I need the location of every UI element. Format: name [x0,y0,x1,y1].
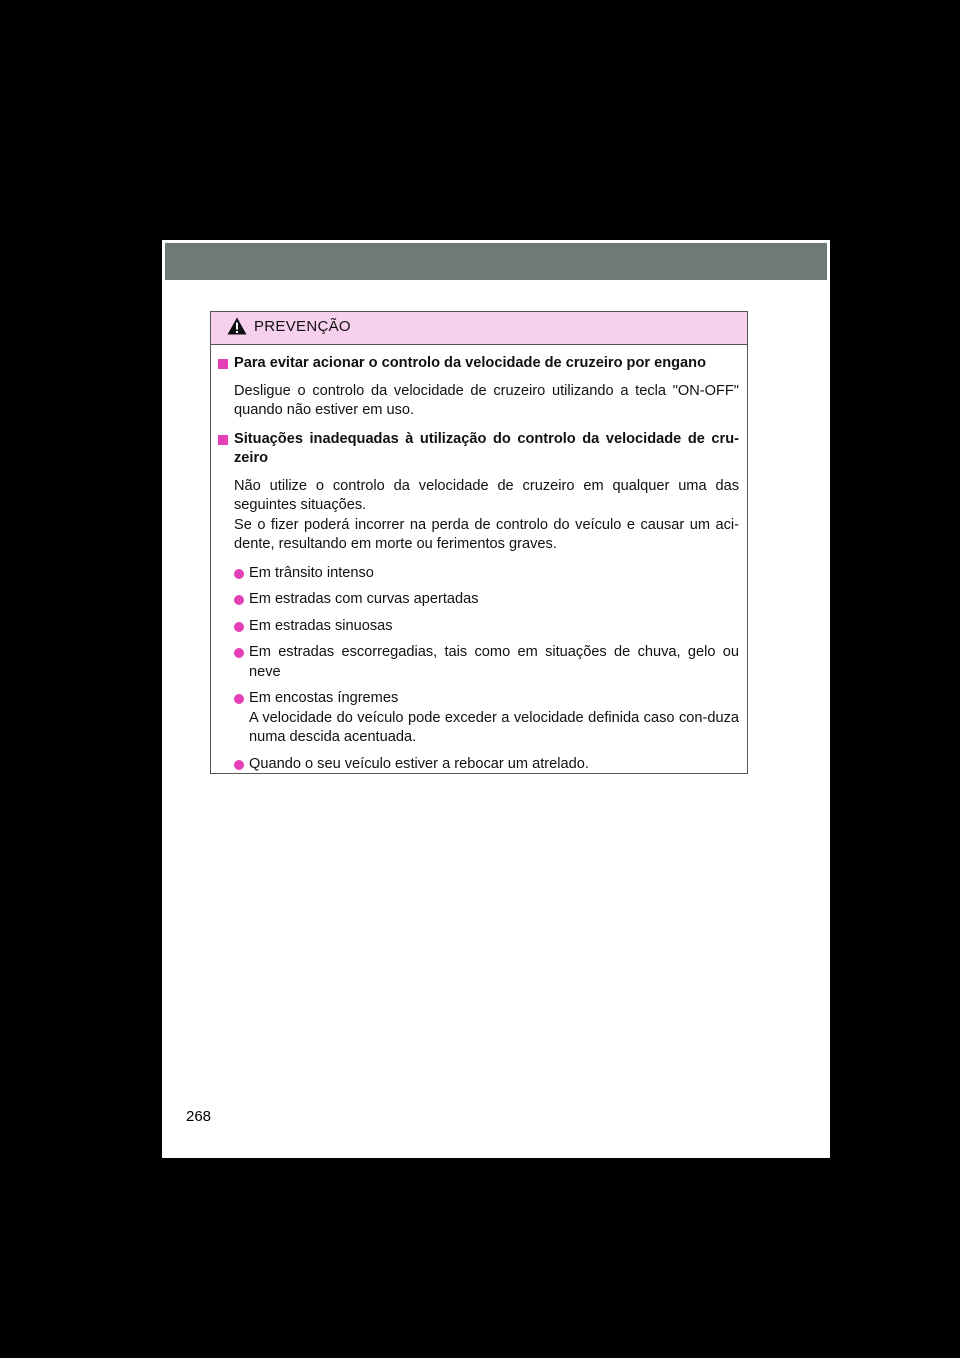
list-item-text: Quando o seu veículo estiver a rebocar um atrelado. [249,755,589,772]
dot-bullet-icon [234,648,244,658]
dot-bullet-icon [234,622,244,632]
warning-box [210,311,748,774]
section-heading-text: Situações inadequadas à utilização do controlo da velocidade de cru-zeiro [234,430,739,466]
section-heading [217,354,739,374]
dot-bullet-icon [234,569,244,579]
square-bullet-icon [218,359,228,369]
list-item [217,564,739,584]
warning-title: PREVENÇÃO [254,318,351,335]
dot-bullet-icon [234,595,244,605]
dot-bullet-icon [234,760,244,770]
paragraph [217,477,739,555]
paragraph-line: Não utilize o controlo da velocidade de cruzeiro em qualquer uma das seguintes situações. [234,477,739,513]
paragraph: Desligue o controlo da velocidade de cruzeiro utilizando a tecla "ON-OFF" quando não estiver em uso. [234,382,739,418]
section-heading-text: Para evitar acionar o controlo da velocidade de cruzeiro por engano [234,355,706,371]
list-item-text: Em encostas íngremes [249,690,399,706]
square-bullet-icon [218,435,228,445]
dot-bullet-icon [234,694,244,704]
list-item-text: A velocidade do veículo pode exceder a velocidade definida caso con-duza numa descida acentuada. [249,709,739,745]
warning-title-bar [211,312,747,345]
warning-triangle-icon [227,317,247,335]
list-item [217,643,739,682]
section-heading [217,430,739,469]
list-item [217,590,739,610]
warning-body [211,345,747,774]
manual-page [162,240,830,1158]
list-item [217,689,739,748]
list-item-text: Em estradas sinuosas [249,617,393,634]
list-item-text: Em estradas com curvas apertadas [249,591,479,607]
list-item [217,755,739,775]
paragraph-line: Se o fizer poderá incorrer na perda de controlo do veículo e causar um aci-dente, resultando em morte ou ferimentos graves. [234,516,739,552]
list-item [217,617,739,637]
page-header-bar [165,243,827,280]
list-item-text: Em estradas escorregadias, tais como em situações de chuva, gelo ou neve [249,644,739,680]
list-item-text: Em trânsito intenso [249,564,374,581]
page-number: 268 [186,1108,212,1125]
